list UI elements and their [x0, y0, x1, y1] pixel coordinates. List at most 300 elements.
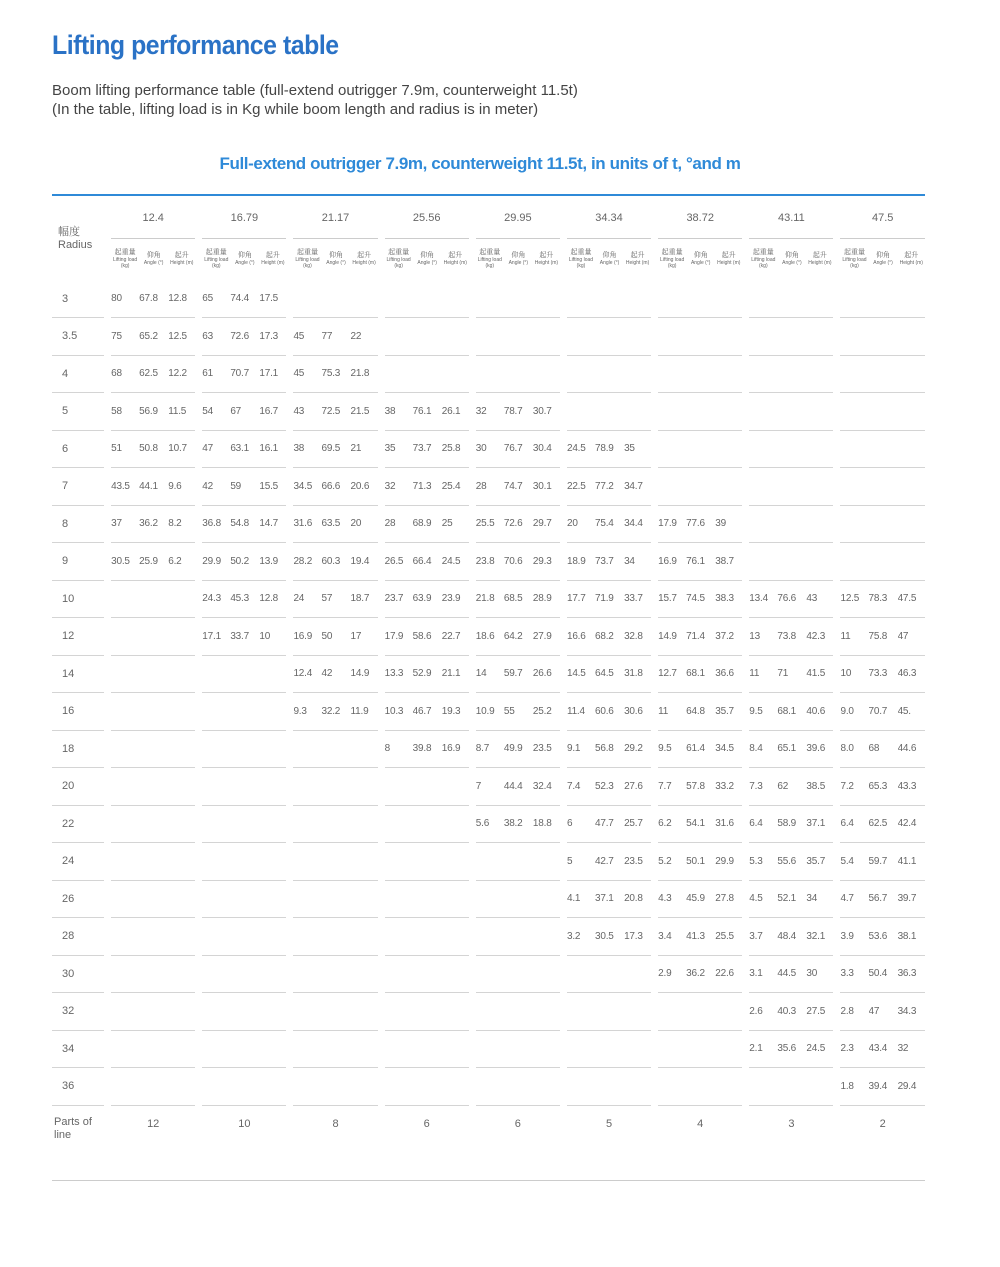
column-gap: [378, 238, 385, 280]
column-gap: [378, 1105, 385, 1180]
column-gap: [469, 580, 476, 618]
height-cell: [533, 918, 560, 956]
sub-column-header-cn: 起重量: [661, 249, 683, 257]
height-cell: [442, 880, 469, 918]
column-gap: [286, 655, 293, 693]
lifting-load-cell: 15.7: [658, 580, 686, 618]
height-cell: [168, 993, 195, 1031]
sub-column-header: [351, 238, 378, 280]
lifting-load-cell: [567, 393, 595, 431]
sub-column-header-cn: 仰角: [329, 252, 344, 260]
column-gap: [651, 655, 658, 693]
lifting-load-cell: 4.1: [567, 880, 595, 918]
angle-cell: [413, 280, 442, 318]
boom-length-header: 29.95: [504, 211, 532, 224]
column-gap: [742, 355, 749, 393]
column-gap: [286, 318, 293, 356]
column-gap: [469, 355, 476, 393]
lifting-load-cell: 5.2: [658, 843, 686, 881]
height-cell: 17: [351, 618, 378, 656]
column-gap: [195, 543, 202, 581]
height-cell: [259, 693, 286, 731]
radius-cell: 20: [52, 768, 104, 806]
height-cell: [898, 543, 925, 581]
angle-cell: [139, 805, 168, 843]
lifting-load-cell: [658, 1068, 686, 1106]
sub-column-header: [413, 238, 442, 280]
angle-cell: [869, 355, 898, 393]
height-cell: 38.5: [806, 768, 833, 806]
angle-cell: 52.3: [595, 768, 624, 806]
height-cell: [715, 468, 742, 506]
lifting-load-cell: 12.5: [840, 580, 868, 618]
angle-cell: [413, 993, 442, 1031]
column-gap: [378, 280, 385, 318]
sub-column-header-en: Height (m): [899, 260, 923, 267]
height-cell: 11.5: [168, 393, 195, 431]
angle-cell: [321, 993, 350, 1031]
angle-cell: [413, 918, 442, 956]
height-cell: [168, 1068, 195, 1106]
column-gap: [195, 238, 202, 280]
column-gap: [469, 693, 476, 731]
height-cell: 22.6: [715, 955, 742, 993]
height-cell: 11.9: [351, 693, 378, 731]
lifting-load-cell: [567, 318, 595, 356]
angle-cell: [777, 543, 806, 581]
height-cell: 33.2: [715, 768, 742, 806]
boom-length-header: 21.17: [321, 211, 350, 224]
angle-cell: [686, 468, 715, 506]
column-gap: [742, 393, 749, 431]
column-gap: [651, 693, 658, 731]
angle-cell: [595, 1030, 624, 1068]
height-cell: [168, 805, 195, 843]
sub-column-header-cn: 仰角: [693, 252, 708, 260]
sub-column-header-en: Lifting load (kg): [386, 257, 411, 270]
column-gap: [560, 655, 567, 693]
height-cell: [715, 1030, 742, 1068]
angle-cell: 33.7: [230, 618, 259, 656]
column-gap: [378, 1068, 385, 1106]
height-cell: [351, 768, 378, 806]
sub-column-header: [442, 238, 469, 280]
height-cell: 25: [442, 505, 469, 543]
sub-column-header: [139, 238, 168, 280]
sub-column-header-cn: 起重量: [296, 249, 318, 257]
height-cell: 34: [624, 543, 651, 581]
height-cell: [624, 955, 651, 993]
radius-header-cn: 幅度: [58, 226, 80, 238]
column-gap: [833, 618, 840, 656]
column-gap: [286, 1105, 293, 1180]
lifting-load-cell: [202, 693, 230, 731]
angle-cell: 71.9: [595, 580, 624, 618]
angle-cell: [413, 1030, 442, 1068]
lifting-load-cell: 18.6: [476, 618, 504, 656]
angle-cell: [321, 768, 350, 806]
sub-column-header-cn: 仰角: [146, 252, 161, 260]
angle-cell: [321, 1068, 350, 1106]
lifting-load-cell: [840, 543, 868, 581]
lifting-load-cell: [385, 993, 413, 1031]
height-cell: [351, 280, 378, 318]
lifting-load-cell: [111, 655, 139, 693]
table-row: [52, 1030, 925, 1068]
sub-column-header-cn: 仰角: [237, 252, 252, 260]
height-cell: [533, 843, 560, 881]
height-cell: 21.8: [351, 355, 378, 393]
height-cell: [351, 1030, 378, 1068]
column-gap: [651, 1068, 658, 1106]
height-cell: [715, 430, 742, 468]
column-gap: [469, 238, 476, 280]
column-gap: [833, 318, 840, 356]
angle-cell: 72.6: [230, 318, 259, 356]
height-cell: [168, 655, 195, 693]
column-gap: [651, 393, 658, 431]
lifting-load-cell: 6.4: [840, 805, 868, 843]
lifting-load-cell: 24: [293, 580, 321, 618]
column-gap: [104, 280, 111, 318]
column-gap: [469, 730, 476, 768]
radius-cell: 12: [52, 618, 104, 656]
column-gap: [378, 805, 385, 843]
angle-cell: 55.6: [777, 843, 806, 881]
column-gap: [378, 693, 385, 731]
parts-of-line-value: 12: [111, 1105, 195, 1180]
height-cell: [442, 280, 469, 318]
lifting-load-cell: 24.5: [567, 430, 595, 468]
radius-cell: 6: [52, 430, 104, 468]
lifting-load-cell: [202, 805, 230, 843]
column-gap: [469, 318, 476, 356]
sub-column-header-cn: 起重量: [570, 249, 592, 257]
height-cell: [898, 505, 925, 543]
sub-column-header: [476, 238, 504, 280]
angle-cell: 68.1: [777, 693, 806, 731]
column-gap: [286, 580, 293, 618]
sub-column-header-cn: 仰角: [602, 252, 617, 260]
table-row: [52, 468, 925, 506]
height-cell: 22.7: [442, 618, 469, 656]
lifting-load-cell: 32: [385, 468, 413, 506]
lifting-load-cell: 68: [111, 355, 139, 393]
column-gap: [833, 430, 840, 468]
sub-column-header: [840, 238, 868, 280]
angle-cell: 67.8: [139, 280, 168, 318]
angle-cell: [230, 805, 259, 843]
angle-cell: 62.5: [139, 355, 168, 393]
lifting-load-cell: [385, 768, 413, 806]
lifting-load-cell: 30: [476, 430, 504, 468]
lifting-load-cell: 3.4: [658, 918, 686, 956]
height-cell: 39.7: [898, 880, 925, 918]
lifting-load-cell: 9.1: [567, 730, 595, 768]
lifting-load-cell: [385, 805, 413, 843]
angle-cell: [686, 280, 715, 318]
angle-cell: [595, 1068, 624, 1106]
lifting-load-cell: [385, 1030, 413, 1068]
lifting-load-cell: [476, 843, 504, 881]
lifting-load-cell: 3.1: [749, 955, 777, 993]
lifting-load-cell: [476, 1068, 504, 1106]
height-cell: 29.2: [624, 730, 651, 768]
angle-cell: [686, 993, 715, 1031]
column-gap: [195, 1105, 202, 1180]
height-cell: [715, 318, 742, 356]
lifting-load-cell: 3.9: [840, 918, 868, 956]
height-cell: 20: [351, 505, 378, 543]
column-gap: [195, 468, 202, 506]
height-cell: 21: [351, 430, 378, 468]
sub-column-header: [898, 238, 925, 280]
column-gap: [104, 1030, 111, 1068]
lifting-load-cell: 8: [385, 730, 413, 768]
lifting-load-cell: [567, 993, 595, 1031]
height-cell: [898, 430, 925, 468]
lifting-load-cell: [476, 355, 504, 393]
table-top-rule: [52, 194, 925, 196]
angle-cell: [139, 1030, 168, 1068]
boom-length-header: 12.4: [142, 211, 164, 224]
angle-cell: 74.7: [504, 468, 533, 506]
angle-cell: 58.6: [413, 618, 442, 656]
column-gap: [560, 768, 567, 806]
height-cell: [533, 1068, 560, 1106]
column-gap: [104, 468, 111, 506]
height-cell: 42.3: [806, 618, 833, 656]
sub-column-header-en: Angle (°): [873, 260, 893, 267]
height-cell: [533, 280, 560, 318]
angle-cell: 48.4: [777, 918, 806, 956]
column-gap: [104, 993, 111, 1031]
column-gap: [469, 880, 476, 918]
height-cell: 17.5: [259, 280, 286, 318]
column-gap: [195, 1030, 202, 1068]
height-cell: [898, 355, 925, 393]
angle-cell: 63.5: [321, 505, 350, 543]
height-cell: 44.6: [898, 730, 925, 768]
lifting-load-cell: 16.9: [658, 543, 686, 581]
column-gap: [195, 843, 202, 881]
lifting-load-cell: 24.3: [202, 580, 230, 618]
column-gap: [469, 280, 476, 318]
table-row: [52, 730, 925, 768]
lifting-load-cell: [202, 1030, 230, 1068]
boom-length-header-row: [52, 198, 925, 238]
angle-cell: [595, 355, 624, 393]
height-cell: [624, 393, 651, 431]
height-cell: 8.2: [168, 505, 195, 543]
lifting-load-cell: [476, 318, 504, 356]
lifting-load-cell: [293, 955, 321, 993]
height-cell: [442, 993, 469, 1031]
angle-cell: 75.3: [321, 355, 350, 393]
lifting-load-cell: 42: [202, 468, 230, 506]
height-cell: [806, 543, 833, 581]
parts-of-line-value: 5: [567, 1105, 651, 1180]
column-gap: [195, 655, 202, 693]
radius-header: [52, 198, 104, 280]
angle-cell: 42: [321, 655, 350, 693]
column-gap: [651, 318, 658, 356]
radius-cell: 5: [52, 393, 104, 431]
angle-cell: [504, 355, 533, 393]
column-gap: [195, 768, 202, 806]
height-cell: 21.1: [442, 655, 469, 693]
lifting-load-cell: [658, 318, 686, 356]
column-gap: [560, 580, 567, 618]
column-gap: [833, 918, 840, 956]
column-gap: [742, 955, 749, 993]
radius-cell: 7: [52, 468, 104, 506]
height-cell: 18.8: [533, 805, 560, 843]
height-cell: [351, 993, 378, 1031]
angle-cell: 73.7: [413, 430, 442, 468]
sub-column-header-en: Height (m): [261, 260, 285, 267]
column-gap: [833, 693, 840, 731]
angle-cell: [230, 730, 259, 768]
lifting-load-cell: [202, 730, 230, 768]
boom-length-header: 47.5: [872, 211, 894, 224]
height-cell: 30: [806, 955, 833, 993]
angle-cell: 58.9: [777, 805, 806, 843]
column-gap: [104, 880, 111, 918]
column-gap: [651, 955, 658, 993]
column-gap: [104, 693, 111, 731]
height-cell: [351, 730, 378, 768]
sub-column-header-cn: 起升: [174, 252, 189, 260]
height-cell: [259, 1030, 286, 1068]
height-cell: [806, 1068, 833, 1106]
column-gap: [742, 238, 749, 280]
lifting-load-cell: 51: [111, 430, 139, 468]
column-gap: [469, 618, 476, 656]
height-cell: [168, 618, 195, 656]
angle-cell: [321, 730, 350, 768]
column-gap: [560, 730, 567, 768]
sub-column-header: [504, 238, 533, 280]
column-gap: [651, 355, 658, 393]
column-gap: [560, 993, 567, 1031]
height-cell: [715, 280, 742, 318]
angle-cell: [869, 468, 898, 506]
height-cell: 35: [624, 430, 651, 468]
column-gap: [195, 355, 202, 393]
angle-cell: 64.2: [504, 618, 533, 656]
height-cell: 15.5: [259, 468, 286, 506]
sub-column-header-row: [52, 238, 925, 280]
angle-cell: 36.2: [686, 955, 715, 993]
angle-cell: 70.7: [869, 693, 898, 731]
angle-cell: 47: [869, 993, 898, 1031]
height-cell: [806, 468, 833, 506]
sub-column-header-en: Lifting load (kg): [477, 257, 502, 270]
column-gap: [560, 318, 567, 356]
column-gap: [560, 1068, 567, 1106]
lifting-load-cell: 23.8: [476, 543, 504, 581]
angle-cell: 74.5: [686, 580, 715, 618]
lifting-load-cell: [111, 1068, 139, 1106]
column-gap: [651, 768, 658, 806]
angle-cell: [321, 805, 350, 843]
lifting-load-cell: [840, 393, 868, 431]
lifting-load-cell: [202, 768, 230, 806]
height-cell: 23.5: [624, 843, 651, 881]
radius-cell: 32: [52, 993, 104, 1031]
sub-column-header-en: Lifting load (kg): [751, 257, 776, 270]
angle-cell: 39.4: [869, 1068, 898, 1106]
lifting-load-cell: 21.8: [476, 580, 504, 618]
lifting-load-cell: 32: [476, 393, 504, 431]
angle-cell: 75.4: [595, 505, 624, 543]
column-gap: [742, 580, 749, 618]
angle-cell: 56.8: [595, 730, 624, 768]
height-cell: [442, 1030, 469, 1068]
sub-column-header: [869, 238, 898, 280]
lifting-load-cell: [202, 918, 230, 956]
sub-column-header-en: Height (m): [534, 260, 559, 267]
lifting-load-cell: 9.3: [293, 693, 321, 731]
angle-cell: 65.3: [869, 768, 898, 806]
height-cell: 41.5: [806, 655, 833, 693]
lifting-load-cell: [293, 805, 321, 843]
table-row: [52, 505, 925, 543]
angle-cell: 77.6: [686, 505, 715, 543]
sub-column-header-en: Angle (°): [690, 260, 711, 267]
angle-cell: 44.4: [504, 768, 533, 806]
angle-cell: [686, 318, 715, 356]
column-gap: [104, 355, 111, 393]
lifting-load-cell: [111, 805, 139, 843]
sub-column-header: [321, 238, 350, 280]
lifting-load-cell: 13.3: [385, 655, 413, 693]
height-cell: [715, 393, 742, 431]
column-gap: [560, 1105, 567, 1180]
column-gap: [195, 430, 202, 468]
column-gap: [469, 805, 476, 843]
sub-column-header-en: Lifting load (kg): [204, 257, 229, 270]
height-cell: 6.2: [168, 543, 195, 581]
height-cell: 29.7: [533, 505, 560, 543]
angle-cell: [321, 280, 350, 318]
angle-cell: 50: [321, 618, 350, 656]
angle-cell: 66.6: [321, 468, 350, 506]
angle-cell: 38.2: [504, 805, 533, 843]
lifting-load-cell: [111, 918, 139, 956]
lifting-load-cell: 47: [202, 430, 230, 468]
height-cell: [259, 805, 286, 843]
column-gap: [469, 768, 476, 806]
height-cell: 38.7: [715, 543, 742, 581]
angle-cell: 57: [321, 580, 350, 618]
angle-cell: 75.8: [869, 618, 898, 656]
lifting-load-cell: 11.4: [567, 693, 595, 731]
height-cell: [259, 1068, 286, 1106]
column-gap: [286, 543, 293, 581]
lifting-load-cell: [749, 355, 777, 393]
sub-column-header: [230, 238, 259, 280]
lifting-load-cell: [385, 880, 413, 918]
height-cell: 14.9: [351, 655, 378, 693]
angle-cell: 56.7: [869, 880, 898, 918]
lifting-load-cell: 30.5: [111, 543, 139, 581]
lifting-load-cell: [567, 355, 595, 393]
column-gap: [833, 955, 840, 993]
column-gap: [195, 618, 202, 656]
column-gap: [195, 393, 202, 431]
